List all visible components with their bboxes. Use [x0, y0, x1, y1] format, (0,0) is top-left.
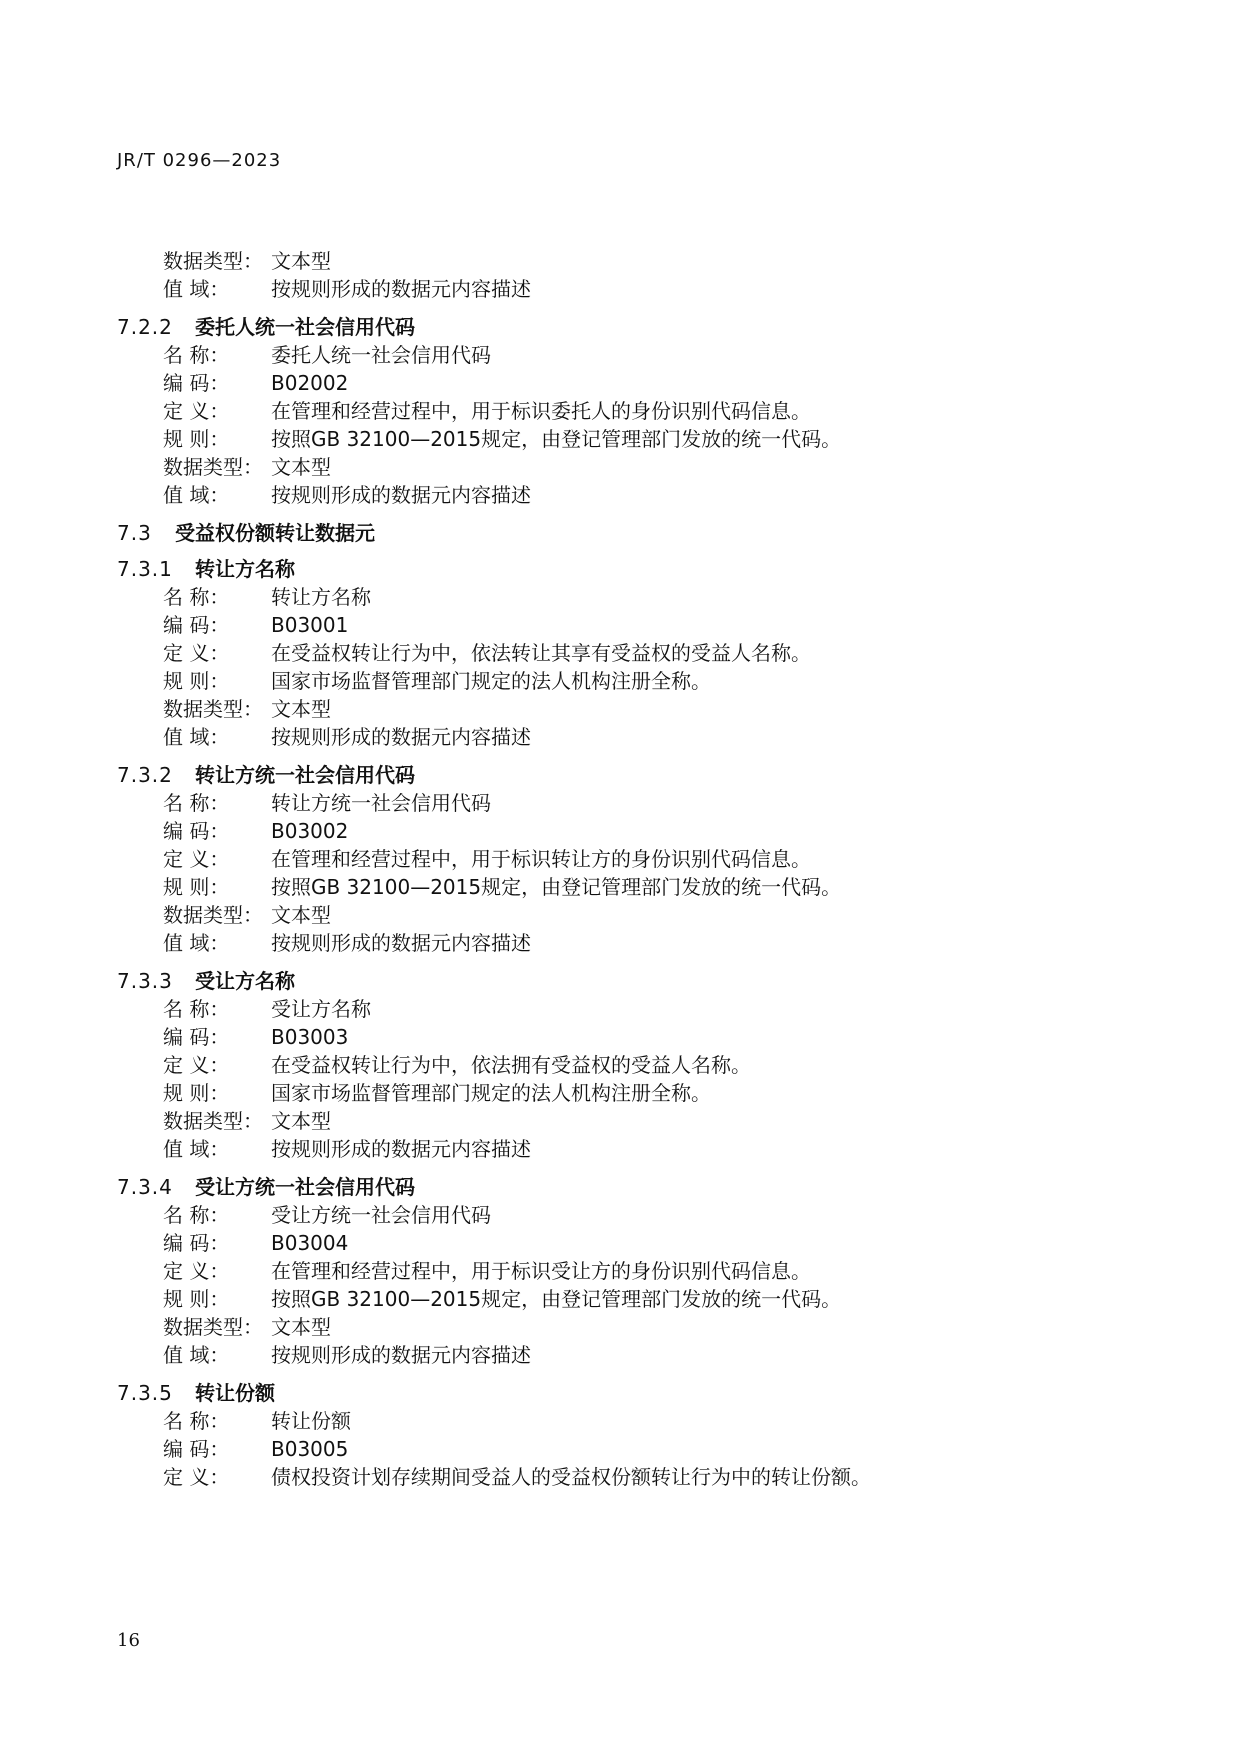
field-label: 编 码： — [163, 1231, 230, 1255]
field-label: 值 域： — [163, 1137, 230, 1161]
field-value: 委托人统一社会信用代码 — [271, 343, 491, 367]
field-label: 定 义： — [163, 847, 230, 871]
field-value: 受让方名称 — [271, 997, 371, 1021]
field-value: 按规则形成的数据元内容描述 — [271, 931, 531, 955]
field-label: 编 码： — [163, 613, 230, 637]
section-title: 委托人统一社会信用代码 — [195, 315, 415, 339]
field-row — [117, 695, 1127, 723]
field-label: 数据类型： — [163, 1109, 263, 1133]
field-label: 值 域： — [163, 483, 230, 507]
field-label: 名 称： — [163, 1203, 230, 1227]
field-value: B03004 — [271, 1231, 349, 1255]
field-row — [117, 1229, 1127, 1257]
field-value: 文本型 — [271, 697, 331, 721]
section-heading — [117, 761, 1127, 789]
section-number: 7.2.2 — [117, 315, 173, 339]
field-label: 值 域： — [163, 277, 230, 301]
field-label: 值 域： — [163, 931, 230, 955]
field-row — [117, 481, 1127, 509]
field-label: 数据类型： — [163, 455, 263, 479]
field-row — [117, 1463, 1127, 1491]
section-heading — [117, 1173, 1127, 1201]
field-value: 在受益权转让行为中，依法拥有受益权的受益人名称。 — [271, 1053, 751, 1077]
section-title: 受益权份额转让数据元 — [175, 521, 375, 545]
field-row — [117, 369, 1127, 397]
field-row — [117, 817, 1127, 845]
field-value: B02002 — [271, 371, 349, 395]
field-row — [117, 639, 1127, 667]
field-label: 定 义： — [163, 1053, 230, 1077]
field-value: 在管理和经营过程中，用于标识委托人的身份识别代码信息。 — [271, 399, 811, 423]
field-row — [117, 901, 1127, 929]
field-value: 文本型 — [271, 455, 331, 479]
section-title: 转让方名称 — [195, 557, 295, 581]
field-row — [117, 341, 1127, 369]
field-value: 在管理和经营过程中，用于标识转让方的身份识别代码信息。 — [271, 847, 811, 871]
document-id-header: JR/T 0296—2023 — [117, 150, 282, 171]
page-number: 16 — [117, 1630, 140, 1651]
field-label: 编 码： — [163, 819, 230, 843]
field-row — [117, 1107, 1127, 1135]
field-row — [117, 247, 1127, 275]
field-value: 文本型 — [271, 1109, 331, 1133]
field-row — [117, 1201, 1127, 1229]
field-row — [117, 1313, 1127, 1341]
field-label: 规 则： — [163, 427, 230, 451]
field-row — [117, 1435, 1127, 1463]
field-value: 按规则形成的数据元内容描述 — [271, 725, 531, 749]
field-value: 转让方名称 — [271, 585, 371, 609]
field-row — [117, 1051, 1127, 1079]
section-heading — [117, 519, 1127, 547]
field-row — [117, 1285, 1127, 1313]
document-body — [117, 247, 1127, 1501]
field-label: 数据类型： — [163, 697, 263, 721]
field-row — [117, 1257, 1127, 1285]
section-heading — [117, 967, 1127, 995]
field-label: 定 义： — [163, 641, 230, 665]
field-value: 按规则形成的数据元内容描述 — [271, 1137, 531, 1161]
field-block — [117, 583, 1127, 751]
field-value: 受让方统一社会信用代码 — [271, 1203, 491, 1227]
field-block — [117, 341, 1127, 509]
section-number: 7.3.3 — [117, 969, 173, 993]
field-row — [117, 611, 1127, 639]
field-row — [117, 397, 1127, 425]
section-heading — [117, 313, 1127, 341]
field-value: B03003 — [271, 1025, 349, 1049]
field-row — [117, 723, 1127, 751]
field-label: 数据类型： — [163, 1315, 263, 1339]
field-value: 文本型 — [271, 249, 331, 273]
field-label: 数据类型： — [163, 903, 263, 927]
field-value: 按照GB 32100—2015规定，由登记管理部门发放的统一代码。 — [271, 427, 842, 451]
field-label: 规 则： — [163, 1287, 230, 1311]
field-value: 国家市场监督管理部门规定的法人机构注册全称。 — [271, 669, 711, 693]
section-title: 转让份额 — [195, 1381, 275, 1405]
field-value: 文本型 — [271, 903, 331, 927]
field-label: 定 义： — [163, 399, 230, 423]
section-number: 7.3.1 — [117, 557, 173, 581]
field-label: 编 码： — [163, 1025, 230, 1049]
field-value: B03001 — [271, 613, 349, 637]
field-value: 按照GB 32100—2015规定，由登记管理部门发放的统一代码。 — [271, 875, 842, 899]
carry-over-block — [117, 247, 1127, 303]
field-value: 在管理和经营过程中，用于标识受让方的身份识别代码信息。 — [271, 1259, 811, 1283]
field-value: 转让方统一社会信用代码 — [271, 791, 491, 815]
field-label: 名 称： — [163, 343, 230, 367]
section-title: 受让方名称 — [195, 969, 295, 993]
field-value: 文本型 — [271, 1315, 331, 1339]
field-row — [117, 583, 1127, 611]
field-row — [117, 1407, 1127, 1435]
field-label: 规 则： — [163, 1081, 230, 1105]
field-label: 规 则： — [163, 669, 230, 693]
field-label: 定 义： — [163, 1259, 230, 1283]
sections-container — [117, 313, 1127, 1491]
field-row — [117, 929, 1127, 957]
field-label: 定 义： — [163, 1465, 230, 1489]
field-label: 名 称： — [163, 585, 230, 609]
field-label: 数据类型： — [163, 249, 263, 273]
field-row — [117, 1341, 1127, 1369]
field-row — [117, 425, 1127, 453]
field-value: 按规则形成的数据元内容描述 — [271, 1343, 531, 1367]
field-block — [117, 1201, 1127, 1369]
field-block — [117, 1407, 1127, 1491]
section-heading — [117, 555, 1127, 583]
field-value: 在受益权转让行为中，依法转让其享有受益权的受益人名称。 — [271, 641, 811, 665]
field-label: 名 称： — [163, 1409, 230, 1433]
field-block — [117, 789, 1127, 957]
field-value: 转让份额 — [271, 1409, 351, 1433]
field-row — [117, 1135, 1127, 1163]
field-row — [117, 275, 1127, 303]
section-title: 转让方统一社会信用代码 — [195, 763, 415, 787]
field-label: 名 称： — [163, 791, 230, 815]
field-row — [117, 995, 1127, 1023]
field-row — [117, 845, 1127, 873]
field-label: 规 则： — [163, 875, 230, 899]
section-number: 7.3 — [117, 521, 152, 545]
section-title: 受让方统一社会信用代码 — [195, 1175, 415, 1199]
field-row — [117, 789, 1127, 817]
field-value: B03002 — [271, 819, 349, 843]
field-value: 国家市场监督管理部门规定的法人机构注册全称。 — [271, 1081, 711, 1105]
section-number: 7.3.4 — [117, 1175, 173, 1199]
field-label: 名 称： — [163, 997, 230, 1021]
field-label: 值 域： — [163, 1343, 230, 1367]
section-number: 7.3.2 — [117, 763, 173, 787]
field-row — [117, 667, 1127, 695]
field-value: 债权投资计划存续期间受益人的受益权份额转让行为中的转让份额。 — [271, 1465, 871, 1489]
field-row — [117, 1079, 1127, 1107]
field-row — [117, 1023, 1127, 1051]
section-number: 7.3.5 — [117, 1381, 173, 1405]
field-label: 值 域： — [163, 725, 230, 749]
field-block — [117, 995, 1127, 1163]
field-value: 按规则形成的数据元内容描述 — [271, 277, 531, 301]
field-row — [117, 873, 1127, 901]
field-value: B03005 — [271, 1437, 349, 1461]
section-heading — [117, 1379, 1127, 1407]
field-label: 编 码： — [163, 371, 230, 395]
field-value: 按照GB 32100—2015规定，由登记管理部门发放的统一代码。 — [271, 1287, 842, 1311]
field-value: 按规则形成的数据元内容描述 — [271, 483, 531, 507]
field-row — [117, 453, 1127, 481]
field-label: 编 码： — [163, 1437, 230, 1461]
